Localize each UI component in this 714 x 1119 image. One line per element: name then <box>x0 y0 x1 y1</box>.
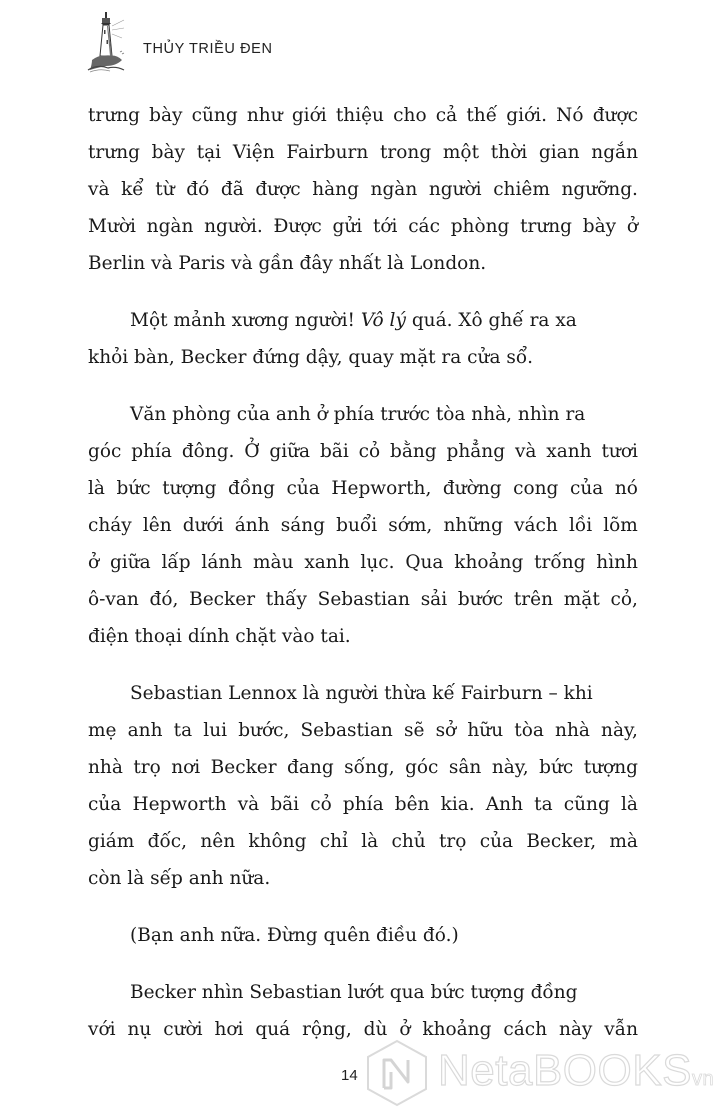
word: dù <box>363 1019 388 1040</box>
paragraph <box>88 917 638 954</box>
word: cả <box>435 105 458 126</box>
word: hơi <box>214 1019 244 1040</box>
word: anh <box>127 720 163 741</box>
word: xanh <box>546 441 592 462</box>
word: buổi <box>336 515 378 536</box>
word: như <box>246 105 283 126</box>
word: Sebastian <box>317 589 410 610</box>
word: chiêm <box>493 179 550 200</box>
word: dưới <box>182 515 224 536</box>
word: nhà <box>88 757 123 778</box>
word: giữa <box>269 441 311 462</box>
word: tượng <box>162 478 217 499</box>
text-line <box>88 581 638 618</box>
word: các <box>408 216 440 237</box>
word: Viện <box>232 142 275 163</box>
watermark-text <box>438 1046 714 1096</box>
text-line: Sebastian Lennox là người thừa kế Fairburn – khi <box>130 683 593 704</box>
word: Mười <box>88 216 136 237</box>
word: này <box>558 1019 593 1040</box>
text-line <box>88 208 638 245</box>
word: ngàn <box>370 179 418 200</box>
word: những <box>443 515 503 536</box>
word: quá <box>255 1019 291 1040</box>
word: hữu <box>467 720 504 741</box>
text-line <box>88 433 638 470</box>
word: bức <box>539 757 574 778</box>
word: Hepworth <box>132 794 227 815</box>
word: này, <box>601 720 638 741</box>
word: ở <box>399 1019 411 1040</box>
word: bày <box>151 142 185 163</box>
word: từ <box>155 179 175 200</box>
word: giới <box>291 105 327 126</box>
word: Becker <box>210 757 277 778</box>
word: của <box>479 831 514 852</box>
word: ngắn <box>591 142 638 163</box>
word: nó <box>614 478 638 499</box>
word: đó, <box>149 589 179 610</box>
word: của <box>286 478 320 499</box>
word: người <box>428 179 482 200</box>
word: cỏ <box>358 441 381 462</box>
text-line <box>88 786 638 823</box>
word: vẫn <box>604 1019 638 1040</box>
italic-text-run: Vô lý <box>360 310 406 331</box>
word: bãi <box>270 794 300 815</box>
word: tòa <box>514 720 544 741</box>
word: Hepworth, <box>331 478 432 499</box>
word: đã <box>220 179 244 200</box>
word: gian <box>538 142 580 163</box>
word: của <box>88 794 122 815</box>
word: của <box>569 478 604 499</box>
word: xanh <box>304 552 350 573</box>
text-run: Một mảnh xương người! <box>130 310 355 331</box>
word: được <box>592 105 638 126</box>
word: được <box>255 179 301 200</box>
word: ô-van <box>88 589 139 610</box>
word: sẽ <box>403 720 425 741</box>
text-line <box>88 507 638 544</box>
word: Được <box>273 216 322 237</box>
word: hình <box>596 552 638 573</box>
word: bên <box>394 794 430 815</box>
word: trưng <box>88 105 140 126</box>
word: trưng <box>520 216 573 237</box>
word: lõm <box>603 515 638 536</box>
word: cười <box>163 1019 203 1040</box>
word: và <box>237 794 260 815</box>
word: ánh <box>234 515 270 536</box>
word: lồi <box>568 515 593 536</box>
word: là <box>620 794 638 815</box>
word: nơi <box>171 757 201 778</box>
word: người. <box>204 216 263 237</box>
word: giới. <box>506 105 547 126</box>
word: một <box>442 142 480 163</box>
text-line <box>88 134 638 171</box>
word: và <box>88 179 110 200</box>
word: chủ <box>391 831 426 852</box>
paragraph <box>88 974 638 1048</box>
word: góc <box>88 441 122 462</box>
word: kia. <box>440 794 475 815</box>
word: cỏ <box>310 794 332 815</box>
text-line: còn là sếp anh nữa. <box>88 868 271 889</box>
text-line: (Bạn anh nữa. Đừng quên điều đó.) <box>130 925 459 946</box>
word: bước <box>457 589 504 610</box>
word: trọ <box>133 757 161 778</box>
paragraph <box>88 302 638 376</box>
word: đông. <box>181 441 235 462</box>
word: mặt <box>563 589 600 610</box>
word: trên <box>513 589 554 610</box>
text-line <box>88 712 638 749</box>
word: và <box>514 441 537 462</box>
text-run: quá. Xô ghế ra xa <box>411 310 577 331</box>
lighthouse-icon <box>86 8 126 76</box>
word: cho <box>393 105 427 126</box>
word: bãi <box>319 441 349 462</box>
book-page-body <box>88 97 638 1048</box>
word: kể <box>121 179 144 200</box>
text-line <box>88 544 638 581</box>
word: rộng, <box>302 1019 352 1040</box>
word: thời <box>490 142 528 163</box>
word: mà <box>609 831 638 852</box>
text-line: Becker nhìn Sebastian lướt qua bức tượng đồng <box>130 982 578 1003</box>
paragraph <box>88 97 638 282</box>
text-line <box>88 749 638 786</box>
word: lấp <box>161 552 191 573</box>
word: thế <box>466 105 498 126</box>
word: sống, <box>344 757 395 778</box>
word: thiệu <box>335 105 384 126</box>
word: tượng <box>583 757 638 778</box>
word: khoảng <box>422 1019 492 1040</box>
word: Ở <box>244 441 260 462</box>
word: bày <box>149 105 183 126</box>
word: bức <box>116 478 151 499</box>
word: sáng <box>280 515 325 536</box>
word: Qua <box>405 552 444 573</box>
watermark <box>364 1038 714 1108</box>
word: tươi <box>601 441 638 462</box>
word: góc <box>405 757 439 778</box>
word: tại <box>196 142 222 163</box>
word: trưng <box>88 142 140 163</box>
word: là <box>361 831 379 852</box>
text-line <box>88 823 638 860</box>
word: gửi <box>332 216 363 237</box>
word: ta <box>173 720 193 741</box>
word: màu <box>253 552 294 573</box>
word: cũng <box>563 794 610 815</box>
word: này, <box>491 757 529 778</box>
word: sớm, <box>388 515 433 536</box>
word: lục. <box>360 552 395 573</box>
word: trống <box>534 552 586 573</box>
word: đường <box>442 478 502 499</box>
text-line: Berlin và Paris và gần đây nhất là London. <box>88 253 487 274</box>
word: ngàn <box>146 216 194 237</box>
word: cháy <box>88 515 132 536</box>
word: ở <box>88 552 100 573</box>
word: khoảng <box>454 552 524 573</box>
word: sân <box>448 757 482 778</box>
word: sở <box>435 720 457 741</box>
paragraph <box>88 396 638 655</box>
word: nên <box>200 831 236 852</box>
word: trọ <box>439 831 467 852</box>
word: hàng <box>312 179 359 200</box>
word: sải <box>420 589 448 610</box>
word: là <box>88 478 105 499</box>
word: phẳng <box>446 441 506 462</box>
word: Sebastian <box>300 720 393 741</box>
word: giám <box>88 831 135 852</box>
word: nụ <box>127 1019 152 1040</box>
word: lánh <box>201 552 243 573</box>
word: với <box>88 1019 116 1040</box>
watermark-brand: NetaBOOKS <box>438 1046 692 1095</box>
word: cũng <box>191 105 238 126</box>
text-line: khỏi bàn, Becker đứng dậy, quay mặt ra cửa sổ. <box>88 347 534 368</box>
running-header <box>86 8 486 68</box>
word: trong <box>379 142 432 163</box>
text-line <box>88 171 638 208</box>
text-line <box>88 97 638 134</box>
word: Fairburn <box>286 142 369 163</box>
word: đang <box>287 757 334 778</box>
word: bước, <box>238 720 290 741</box>
word: đó <box>186 179 210 200</box>
word: đồng <box>228 478 275 499</box>
word: bằng <box>390 441 437 462</box>
word: mẹ <box>88 720 117 741</box>
text-line: Văn phòng của anh ở phía trước tòa nhà, nhìn ra <box>130 404 586 425</box>
text-line <box>88 302 638 339</box>
paragraph <box>88 675 638 897</box>
word: ta <box>534 794 553 815</box>
word: Anh <box>485 794 523 815</box>
word: thấy <box>265 589 307 610</box>
word: ở <box>626 216 638 237</box>
word: cách <box>503 1019 548 1040</box>
word: không <box>248 831 307 852</box>
word: Becker, <box>526 831 597 852</box>
word: bày <box>582 216 617 237</box>
netabooks-logo-icon <box>364 1038 430 1108</box>
word: đốc, <box>147 831 188 852</box>
word: vách <box>514 515 558 536</box>
word: tới <box>372 216 398 237</box>
word: phía <box>131 441 172 462</box>
text-line: điện thoại dính chặt vào tai. <box>88 626 351 647</box>
word: Nó <box>556 105 584 126</box>
word: Becker <box>189 589 256 610</box>
word: chỉ <box>319 831 348 852</box>
running-title: THỦY TRIỀU ĐEN <box>143 41 273 57</box>
text-line <box>88 470 638 507</box>
page-number: 14 <box>341 1067 358 1084</box>
word: cong <box>513 478 559 499</box>
word: cỏ, <box>610 589 638 610</box>
word: nhà <box>555 720 590 741</box>
word: lui <box>203 720 228 741</box>
word: phía <box>342 794 384 815</box>
word: giữa <box>109 552 151 573</box>
word: lên <box>142 515 172 536</box>
watermark-suffix: vn <box>691 1068 714 1090</box>
word: ngưỡng. <box>561 179 638 200</box>
word: phòng <box>450 216 510 237</box>
